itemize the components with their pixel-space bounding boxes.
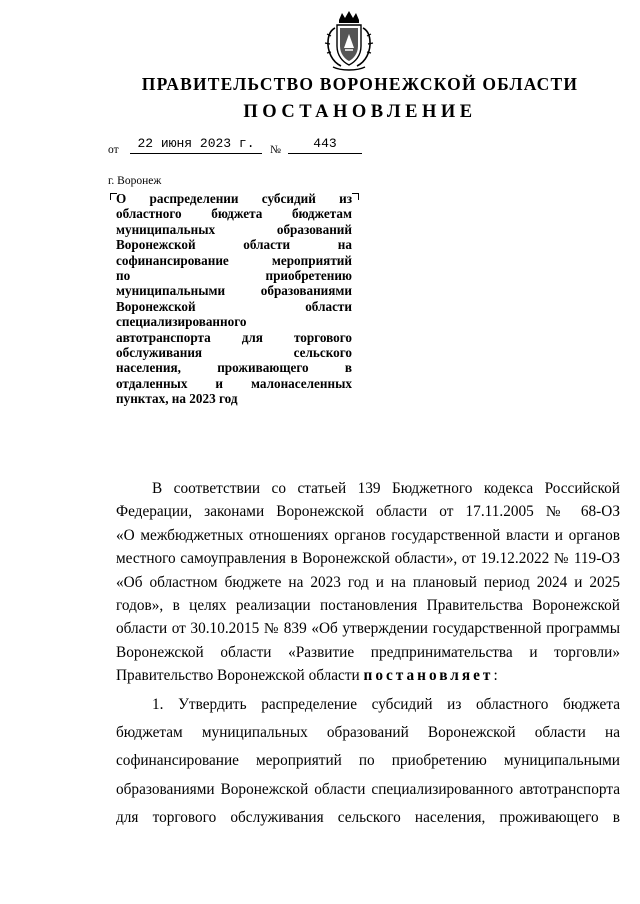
body-line: «Об областном бюджете на 2023 год и на плановый период 2024 и 2025 (116, 573, 620, 591)
body-line: В соответствии со статьей 139 Бюджетного кодекса Российской (152, 480, 620, 497)
subject-line: отдаленных и малонаселенных (116, 375, 352, 391)
subject-line: областного бюджета бюджетам (116, 206, 352, 222)
document-number: 443 (288, 136, 362, 154)
coat-of-arms-icon (323, 10, 375, 72)
date-prefix: от (108, 144, 119, 156)
document-type-title: ПОСТАНОВЛЕНИЕ (243, 102, 477, 122)
body-line: годов», в целях реализации постановления Правительства Воронежской (116, 597, 620, 615)
subject-line: Воронежской области (116, 298, 352, 314)
body-line: «О межбюджетных отношениях органов государственной власти и органов (116, 526, 620, 544)
subject-line: О распределении субсидий из (116, 191, 352, 206)
item-line: 1. Утвердить распределение субсидий из областного бюджета (152, 695, 620, 713)
item-line: бюджетам муниципальных образований Воронежской области на (116, 724, 620, 742)
decree-suffix: : (493, 667, 498, 685)
subject-line: обслуживания сельского (116, 345, 352, 361)
decree-word: постановляет (363, 667, 494, 685)
subject-line: софинансирование мероприятий (116, 252, 352, 268)
subject-line: по приобретению (116, 268, 352, 284)
body-line: Федерации, законами Воронежской области от 17.11.2005 № 68-ОЗ (116, 503, 620, 521)
government-title: ПРАВИТЕЛЬСТВО ВОРОНЕЖСКОЙ ОБЛАСТИ (141, 74, 579, 94)
number-prefix: № (270, 144, 281, 156)
item-line: образованиями Воронежской области специализированного автотранспорта (116, 780, 620, 798)
document-body (116, 477, 620, 830)
subject-line: населения, проживающего в (116, 360, 352, 376)
document-date: 22 июня 2023 г. (130, 136, 262, 154)
item-line: софинансирование мероприятий по приобретению муниципальными (116, 752, 620, 770)
item-line: для торгового обслуживания сельского населения, проживающего в (116, 809, 620, 827)
subject-line: муниципальными образованиями (116, 283, 352, 299)
body-line: Воронежской области «Развитие предпринимательства и торговли» (116, 643, 620, 661)
document-subject (116, 191, 352, 407)
decree-prefix: Правительство Воронежской области (116, 667, 364, 685)
body-line: области от 30.10.2015 № 839 «Об утверждении государственной программы (116, 620, 620, 638)
subject-line: автотранспорта для торгового (116, 329, 352, 345)
subject-line: специализированного (116, 314, 247, 330)
subject-line: Воронежской области на (116, 237, 352, 253)
date-number-line (108, 136, 368, 158)
city-label: г. Воронеж (108, 175, 162, 187)
subject-bracket-right (352, 193, 359, 200)
subject-line: муниципальных образований (116, 221, 352, 237)
subject-line: пунктах, на 2023 год (116, 391, 238, 407)
decree-line (116, 664, 620, 687)
body-line: местного самоуправления в Воронежской области», от 19.12.2022 № 119-ОЗ (116, 550, 620, 568)
